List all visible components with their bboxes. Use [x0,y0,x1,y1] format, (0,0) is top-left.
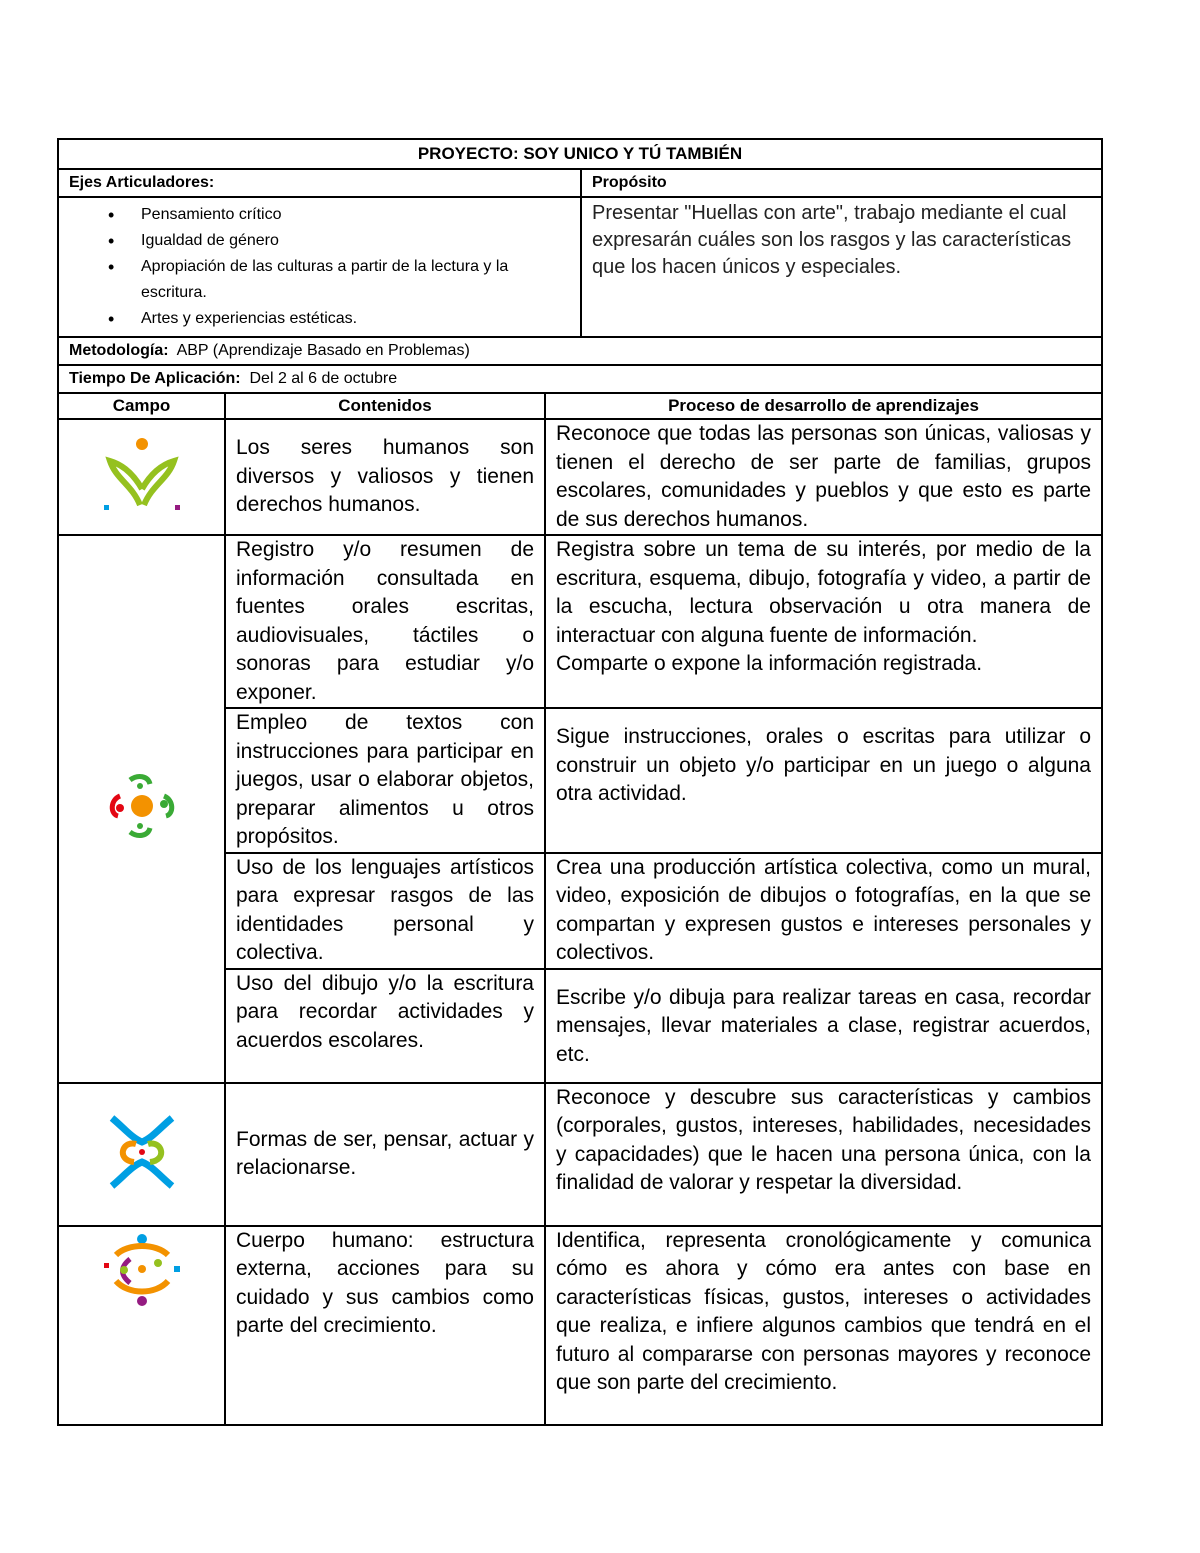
proceso-text-2: Comparte o expone la información registrada. [556,652,983,675]
eje-item: • Igualdad de género [141,228,572,254]
project-document [57,138,1101,1426]
proceso-cell [545,535,1102,708]
eje-item: • Apropiación de las culturas a partir de la lectura y la escritura. [141,254,572,306]
proceso-text: Registra sobre un tema de su interés, por medio de la escritura, esquema, dibujo, fotografía y video, a partir de la escucha, lectura observación u otra manera de interactuar con alguna fuente de información. [556,538,1091,647]
proceso-cell: Crea una producción artística colectiva, como un mural, video, exposición de dibujos o fotografías, en la que se compartan y expresen gustos e intereses personales y colectivos. [545,853,1102,969]
campo-saberes-icon [102,1233,182,1309]
eje-item: • Artes y experiencias estéticas. [141,306,572,332]
project-table [57,138,1103,1426]
campo-etica-icon [102,435,182,515]
tiempo-value: Del 2 al 6 de octubre [249,370,398,387]
contenido-cell: Uso de los lenguajes artísticos para expresar rasgos de las identidades personal y colectiva. [225,853,545,969]
project-title: PROYECTO: SOY UNICO Y TÚ TAMBIÉN [58,139,1102,169]
campo-cell [58,1083,225,1226]
campo-cell [58,1226,225,1425]
contenido-cell: Registro y/o resumen de información consultada en fuentes orales escritas, audiovisuales, táctiles o sonoras para estudiar y/o exponer. [225,535,545,708]
proceso-cell: Escribe y/o dibuja para realizar tareas en casa, recordar mensajes, llevar materiales a clase, registrar acuerdos, etc. [545,969,1102,1083]
eje-item: • Pensamiento crítico [141,202,572,228]
proceso-cell: Reconoce y descubre sus características y cambios (corporales, gustos, intereses, habilidades, necesidades y capacidades) que le hacen una persona única, con la finalidad de valorar y respetar la diversidad. [545,1083,1102,1226]
contenido-cell: Los seres humanos son diversos y valiosos y tienen derechos humanos. [225,419,545,535]
campo-cell [58,419,225,535]
proceso-cell: Identifica, representa cronológicamente y comunica cómo es ahora y cómo era antes con base en características físicas, gustos, intereses o actividades que realiza, e infiere algunos cambios que tendrá en el futuro al compararse con personas mayores y reconoce que son parte del crecimiento. [545,1226,1102,1425]
ejes-label: Ejes Articuladores: [58,169,581,197]
campo-cell [58,535,225,1083]
campo-humano-comunitario-icon [102,1112,182,1192]
col-header-proceso: Proceso de desarrollo de aprendizajes [545,393,1102,419]
contenido-cell: Formas de ser, pensar, actuar y relacionarse. [225,1083,545,1226]
tiempo-label: Tiempo De Aplicación: [69,370,241,387]
contenido-cell: Uso del dibujo y/o la escritura para recordar actividades y acuerdos escolares. [225,969,545,1083]
proceso-cell: Reconoce que todas las personas son únicas, valiosas y tienen el derecho de ser parte de familias, grupos escolares, comunidades y pueblos y que esto es parte de sus derechos humanos. [545,419,1102,535]
metodologia-label: Metodología: [69,342,169,359]
col-header-contenidos: Contenidos [225,393,545,419]
ejes-list [69,202,572,332]
ejes-list-cell [58,197,581,337]
col-header-campo: Campo [58,393,225,419]
proposito-label: Propósito [581,169,1102,197]
campo-lenguajes-icon [106,770,178,842]
proceso-cell: Sigue instrucciones, orales o escritas para utilizar o construir un objeto y/o participar en un juego o alguna otra actividad. [545,708,1102,853]
contenido-cell: Cuerpo humano: estructura externa, acciones para su cuidado y sus cambios como parte del crecimiento. [225,1226,545,1425]
contenido-cell: Empleo de textos con instrucciones para participar en juegos, usar o elaborar objetos, preparar alimentos u otros propósitos. [225,708,545,853]
metodologia-value: ABP (Aprendizaje Basado en Problemas) [176,342,470,359]
metodologia-row [58,337,1102,365]
tiempo-row [58,365,1102,393]
proposito-text: Presentar "Huellas con arte", trabajo mediante el cual expresarán cuáles son los rasgos y las características que los hacen únicos y especiales. [581,197,1102,337]
